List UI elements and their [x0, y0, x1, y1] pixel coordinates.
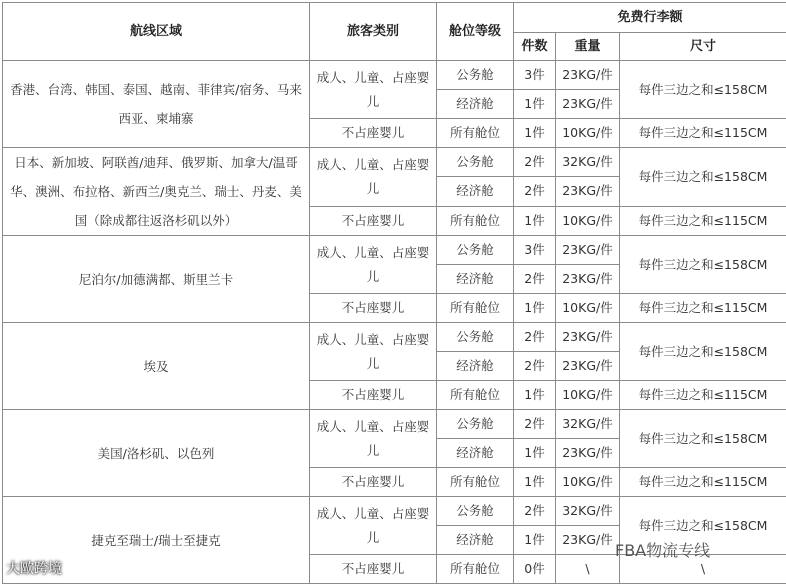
region-cell: 捷克至瑞士/瑞士至捷克	[3, 497, 310, 584]
region-cell: 尼泊尔/加德满都、斯里兰卡	[3, 236, 310, 323]
passenger-cell: 成人、儿童、占座婴儿	[310, 236, 437, 294]
cabin-cell: 所有舱位	[437, 381, 514, 410]
size-cell: 每件三边之和≤158CM	[620, 236, 786, 294]
pieces-cell: 2件	[514, 323, 556, 352]
pieces-cell: 1件	[514, 206, 556, 235]
region-cell: 日本、新加坡、阿联酋/迪拜、俄罗斯、加拿大/温哥华、澳洲、布拉格、新西兰/奥克兰、瑞士、丹麦、美国（除成都往返洛杉矶以外）	[3, 148, 310, 236]
weight-cell: 23KG/件	[556, 177, 620, 206]
weight-cell: 32KG/件	[556, 497, 620, 526]
passenger-cell: 不占座婴儿	[310, 555, 437, 584]
pieces-cell: 3件	[514, 61, 556, 90]
pieces-cell: 1件	[514, 119, 556, 148]
pieces-cell: 3件	[514, 236, 556, 265]
cabin-cell: 所有舱位	[437, 119, 514, 148]
cabin-cell: 公务舱	[437, 236, 514, 265]
passenger-cell: 不占座婴儿	[310, 119, 437, 148]
pieces-cell: 2件	[514, 352, 556, 381]
passenger-cell: 成人、儿童、占座婴儿	[310, 410, 437, 468]
weight-cell: 23KG/件	[556, 90, 620, 119]
cabin-cell: 经济舱	[437, 352, 514, 381]
cabin-cell: 所有舱位	[437, 468, 514, 497]
cabin-cell: 公务舱	[437, 497, 514, 526]
passenger-cell: 成人、儿童、占座婴儿	[310, 497, 437, 555]
size-cell: \	[620, 555, 786, 584]
cabin-cell: 经济舱	[437, 90, 514, 119]
pieces-cell: 1件	[514, 439, 556, 468]
cabin-cell: 公务舱	[437, 61, 514, 90]
size-cell: 每件三边之和≤115CM	[620, 119, 786, 148]
size-cell: 每件三边之和≤115CM	[620, 468, 786, 497]
passenger-cell: 不占座婴儿	[310, 294, 437, 323]
cabin-cell: 经济舱	[437, 439, 514, 468]
cabin-cell: 所有舱位	[437, 206, 514, 235]
cabin-cell: 所有舱位	[437, 555, 514, 584]
size-cell: 每件三边之和≤115CM	[620, 381, 786, 410]
header-pieces: 件数	[514, 33, 556, 61]
weight-cell: 23KG/件	[556, 265, 620, 294]
weight-cell: 23KG/件	[556, 236, 620, 265]
pieces-cell: 2件	[514, 265, 556, 294]
passenger-cell: 不占座婴儿	[310, 206, 437, 235]
table-row	[3, 497, 786, 526]
weight-cell: 32KG/件	[556, 148, 620, 177]
passenger-cell: 不占座婴儿	[310, 468, 437, 497]
size-cell: 每件三边之和≤158CM	[620, 410, 786, 468]
cabin-cell: 所有舱位	[437, 294, 514, 323]
pieces-cell: 1件	[514, 526, 556, 555]
table-row	[3, 61, 786, 90]
table-row	[3, 410, 786, 439]
cabin-cell: 经济舱	[437, 265, 514, 294]
header-region: 航线区域	[3, 3, 310, 61]
region-cell: 埃及	[3, 323, 310, 410]
pieces-cell: 0件	[514, 555, 556, 584]
cabin-cell: 公务舱	[437, 323, 514, 352]
cabin-cell: 公务舱	[437, 148, 514, 177]
pieces-cell: 2件	[514, 148, 556, 177]
header-passenger: 旅客类别	[310, 3, 437, 61]
size-cell: 每件三边之和≤158CM	[620, 148, 786, 207]
weight-cell: \	[556, 555, 620, 584]
header-weight: 重量	[556, 33, 620, 61]
header-size: 尺寸	[620, 33, 786, 61]
baggage-allowance-table	[2, 2, 786, 584]
weight-cell: 10KG/件	[556, 119, 620, 148]
pieces-cell: 1件	[514, 90, 556, 119]
passenger-cell: 不占座婴儿	[310, 381, 437, 410]
region-cell: 美国/洛杉矶、以色列	[3, 410, 310, 497]
watermark-right: FBA物流专线	[615, 538, 710, 561]
size-cell: 每件三边之和≤158CM	[620, 61, 786, 119]
pieces-cell: 1件	[514, 294, 556, 323]
weight-cell: 32KG/件	[556, 410, 620, 439]
passenger-cell: 成人、儿童、占座婴儿	[310, 323, 437, 381]
cabin-cell: 公务舱	[437, 410, 514, 439]
region-cell: 香港、台湾、韩国、泰国、越南、菲律宾/宿务、马来西亚、柬埔寨	[3, 61, 310, 148]
weight-cell: 23KG/件	[556, 61, 620, 90]
size-cell: 每件三边之和≤158CM	[620, 323, 786, 381]
table-row	[3, 148, 786, 177]
table-row	[3, 323, 786, 352]
header-cabin: 舱位等级	[437, 3, 514, 61]
weight-cell: 10KG/件	[556, 206, 620, 235]
size-cell: 每件三边之和≤115CM	[620, 294, 786, 323]
table-row	[3, 236, 786, 265]
cabin-cell: 经济舱	[437, 177, 514, 206]
size-cell: 每件三边之和≤115CM	[620, 206, 786, 235]
size-cell: 每件三边之和≤158CM	[620, 497, 786, 555]
weight-cell: 10KG/件	[556, 294, 620, 323]
pieces-cell: 2件	[514, 177, 556, 206]
weight-cell: 23KG/件	[556, 323, 620, 352]
pieces-cell: 1件	[514, 381, 556, 410]
pieces-cell: 2件	[514, 410, 556, 439]
pieces-cell: 1件	[514, 468, 556, 497]
cabin-cell: 经济舱	[437, 526, 514, 555]
passenger-cell: 成人、儿童、占座婴儿	[310, 148, 437, 207]
header-allowance: 免费行李额	[514, 3, 786, 33]
weight-cell: 23KG/件	[556, 352, 620, 381]
weight-cell: 23KG/件	[556, 439, 620, 468]
weight-cell: 10KG/件	[556, 381, 620, 410]
passenger-cell: 成人、儿童、占座婴儿	[310, 61, 437, 119]
pieces-cell: 2件	[514, 497, 556, 526]
weight-cell: 23KG/件	[556, 526, 620, 555]
watermark-left: 大歐跨境	[6, 558, 62, 578]
weight-cell: 10KG/件	[556, 468, 620, 497]
